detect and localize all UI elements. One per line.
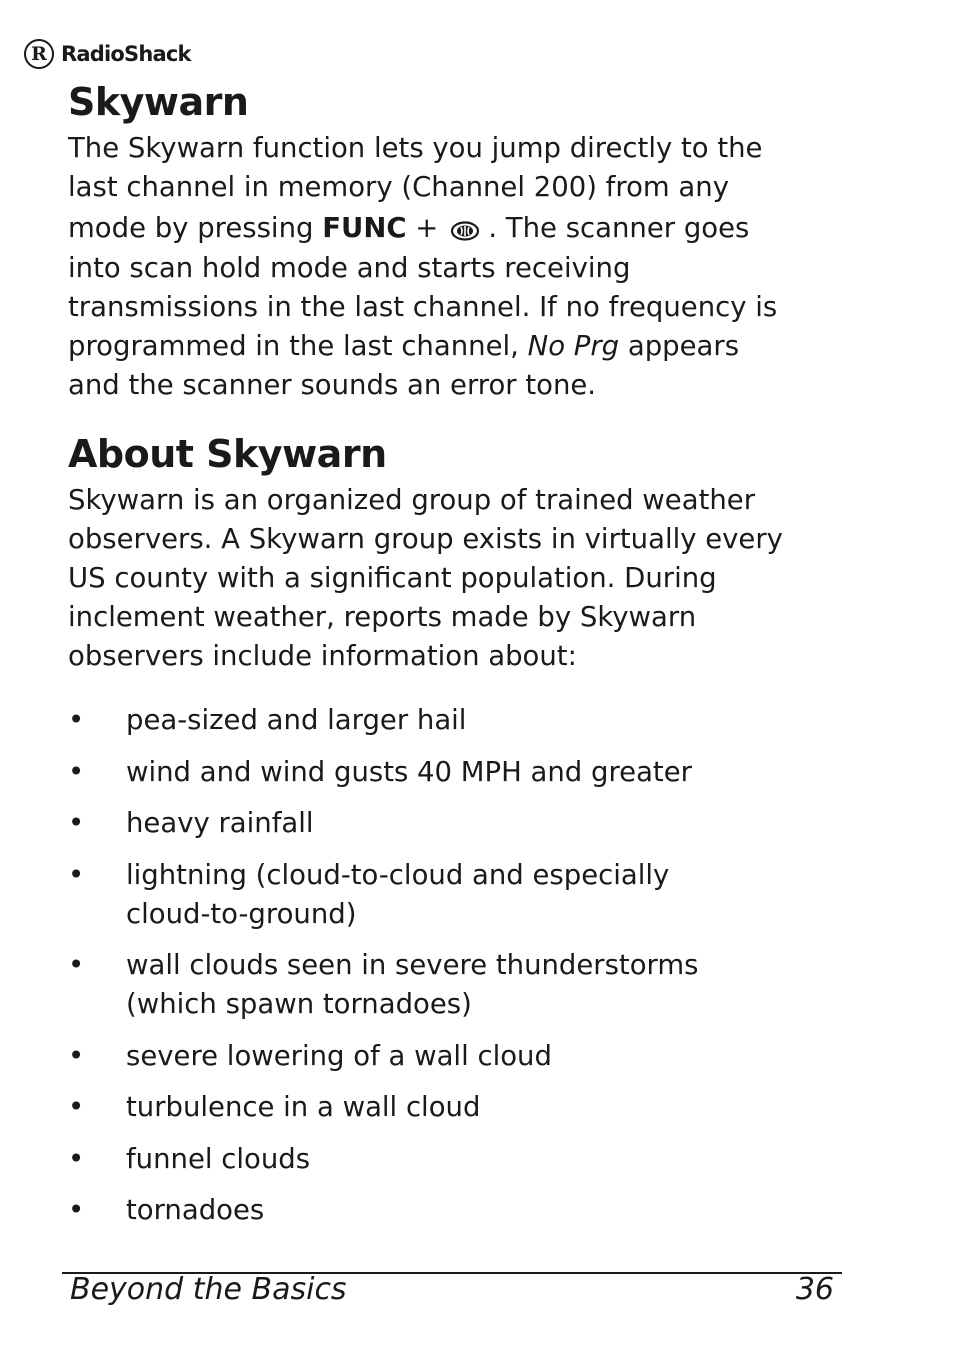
registered-r-icon: R: [24, 39, 54, 69]
list-item-text: severe lowering of a wall cloud: [126, 1039, 552, 1072]
weather-alert-key-icon: [450, 219, 480, 241]
bullet-marker: •: [68, 949, 85, 981]
text-line: Skywarn is an organized group of trained weather: [68, 484, 756, 516]
text-line: inclement weather, reports made by Skywarn: [68, 601, 697, 633]
bullet-marker: •: [68, 858, 85, 891]
plus-sign: +: [406, 212, 439, 244]
list-item: [68, 753, 868, 792]
section-heading-about-skywarn: About Skywarn: [68, 432, 387, 476]
radioshack-logo: [24, 36, 191, 72]
bullet-marker: •: [68, 1039, 85, 1072]
list-item-text: heavy rainfall: [126, 807, 314, 839]
text-run: . The scanner goes: [488, 212, 750, 244]
list-item-text: tornadoes: [126, 1194, 265, 1226]
list-item: [68, 1037, 868, 1076]
text-line: observers. A Skywarn group exists in virtually every: [68, 523, 783, 555]
list-item-text: wind and wind gusts 40 MPH and greater: [126, 755, 692, 788]
text-run: mode by pressing: [68, 212, 323, 244]
list-item-text: wall clouds seen in severe thunderstorms: [126, 949, 699, 981]
list-item-text: lightning (cloud-to-cloud and especially: [126, 858, 670, 891]
text-line: The Skywarn function lets you jump directly to the: [68, 132, 763, 164]
list-item-text: pea-sized and larger hail: [126, 704, 467, 736]
list-item: [68, 856, 868, 934]
list-item: [68, 701, 868, 740]
list-item: [68, 1088, 868, 1127]
brand-name: RadioShack: [61, 42, 191, 66]
list-item: [68, 1191, 868, 1230]
list-item: [68, 1140, 868, 1179]
bullet-marker: •: [68, 704, 85, 736]
footer-section-title: Beyond the Basics: [70, 1272, 347, 1307]
list-item-text: turbulence in a wall cloud: [126, 1091, 481, 1123]
list-item: [68, 946, 868, 1024]
text-line: observers include information about:: [68, 640, 577, 672]
bullet-marker: •: [68, 755, 85, 788]
skywarn-paragraph: [68, 129, 858, 405]
text-line: US county with a significant population. During: [68, 562, 717, 594]
text-run: appears: [619, 330, 740, 362]
text-line: into scan hold mode and starts receiving: [68, 252, 631, 284]
list-item-text: (which spawn tornadoes): [126, 988, 472, 1020]
no-prg-display-text: No Prg: [527, 330, 620, 362]
bullet-marker: •: [68, 807, 85, 839]
text-run: programmed in the last channel,: [68, 330, 528, 362]
observation-bullet-list: [68, 701, 868, 1243]
func-key-label: FUNC: [322, 212, 407, 244]
section-heading-skywarn: Skywarn: [68, 80, 249, 124]
list-item-text: cloud-to-ground): [126, 897, 357, 930]
bullet-marker: •: [68, 1194, 85, 1226]
list-item: [68, 804, 868, 843]
list-item-text: funnel clouds: [126, 1142, 311, 1175]
page-number: 36: [795, 1272, 834, 1307]
about-skywarn-paragraph: [68, 481, 858, 676]
bullet-marker: •: [68, 1142, 85, 1175]
text-line: last channel in memory (Channel 200) from any: [68, 171, 729, 203]
text-line: [68, 207, 858, 249]
bullet-marker: •: [68, 1091, 85, 1123]
text-line: transmissions in the last channel. If no frequency is: [68, 291, 778, 323]
text-line: and the scanner sounds an error tone.: [68, 369, 597, 401]
text-line: [68, 327, 858, 366]
